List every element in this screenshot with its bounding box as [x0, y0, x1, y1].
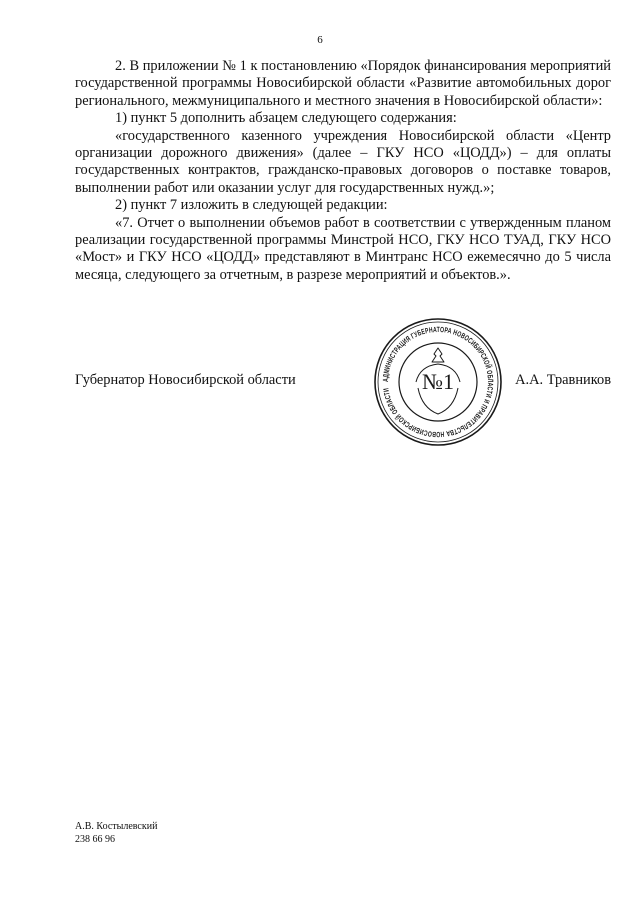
signatory-title: Губернатор Новосибирской области: [75, 372, 296, 388]
paragraph-amendment-intro: 2. В приложении № 1 к постановлению «Порядок финансирования мероприятий государственной программы Новосибирской области «Развитие автомобильных дорог регионального, межмуниципального и местного значения в Новосибирской области»:: [75, 58, 611, 109]
document-body: [75, 58, 611, 284]
signature-block: [75, 372, 611, 392]
paragraph-item-1-text: «государственного казенного учреждения Новосибирской области «Центр организации дорожного движения» (далее – ГКУ НСО «ЦОДД») – для оплаты государственных контрактов, гражданско-правовых договоров о поставке товаров, выполнении работ или оказании услуг для государственных нужд.»;: [75, 127, 611, 196]
paragraph-item-2-text: «7. Отчет о выполнении объемов работ в соответствии с утвержденным планом реализации государственной программы Минстрой НСО, ГКУ НСО ТУАД, ГКУ НСО «Мост» и ГКУ НСО «ЦОДД» представляют в Минтранс НСО ежемесячно до 5 числа месяца, следующего за отчетным, в разрезе мероприятий и объектов.».: [75, 214, 611, 283]
executor-phone: 238 66 96: [75, 834, 115, 845]
seal-ring-text: АДМИНИСТРАЦИЯ ГУБЕРНАТОРА НОВОСИБИРСКОЙ ОБЛАСТИ И ПРАВИТЕЛЬСТВА НОВОСИБИРСКОЙ ОБЛАСТИ: [380, 324, 496, 440]
seal-center-text: №1: [422, 369, 454, 394]
paragraph-item-2: 2) пункт 7 изложить в следующей редакции:: [115, 197, 388, 214]
executor-block: [75, 820, 157, 846]
paragraph-item-1: 1) пункт 5 дополнить абзацем следующего содержания:: [115, 110, 457, 127]
executor-name: А.В. Костылевский: [75, 821, 158, 832]
page-number: 6: [317, 34, 323, 46]
official-seal-icon: [372, 316, 504, 448]
signatory-name: А.А. Травников: [515, 372, 611, 388]
